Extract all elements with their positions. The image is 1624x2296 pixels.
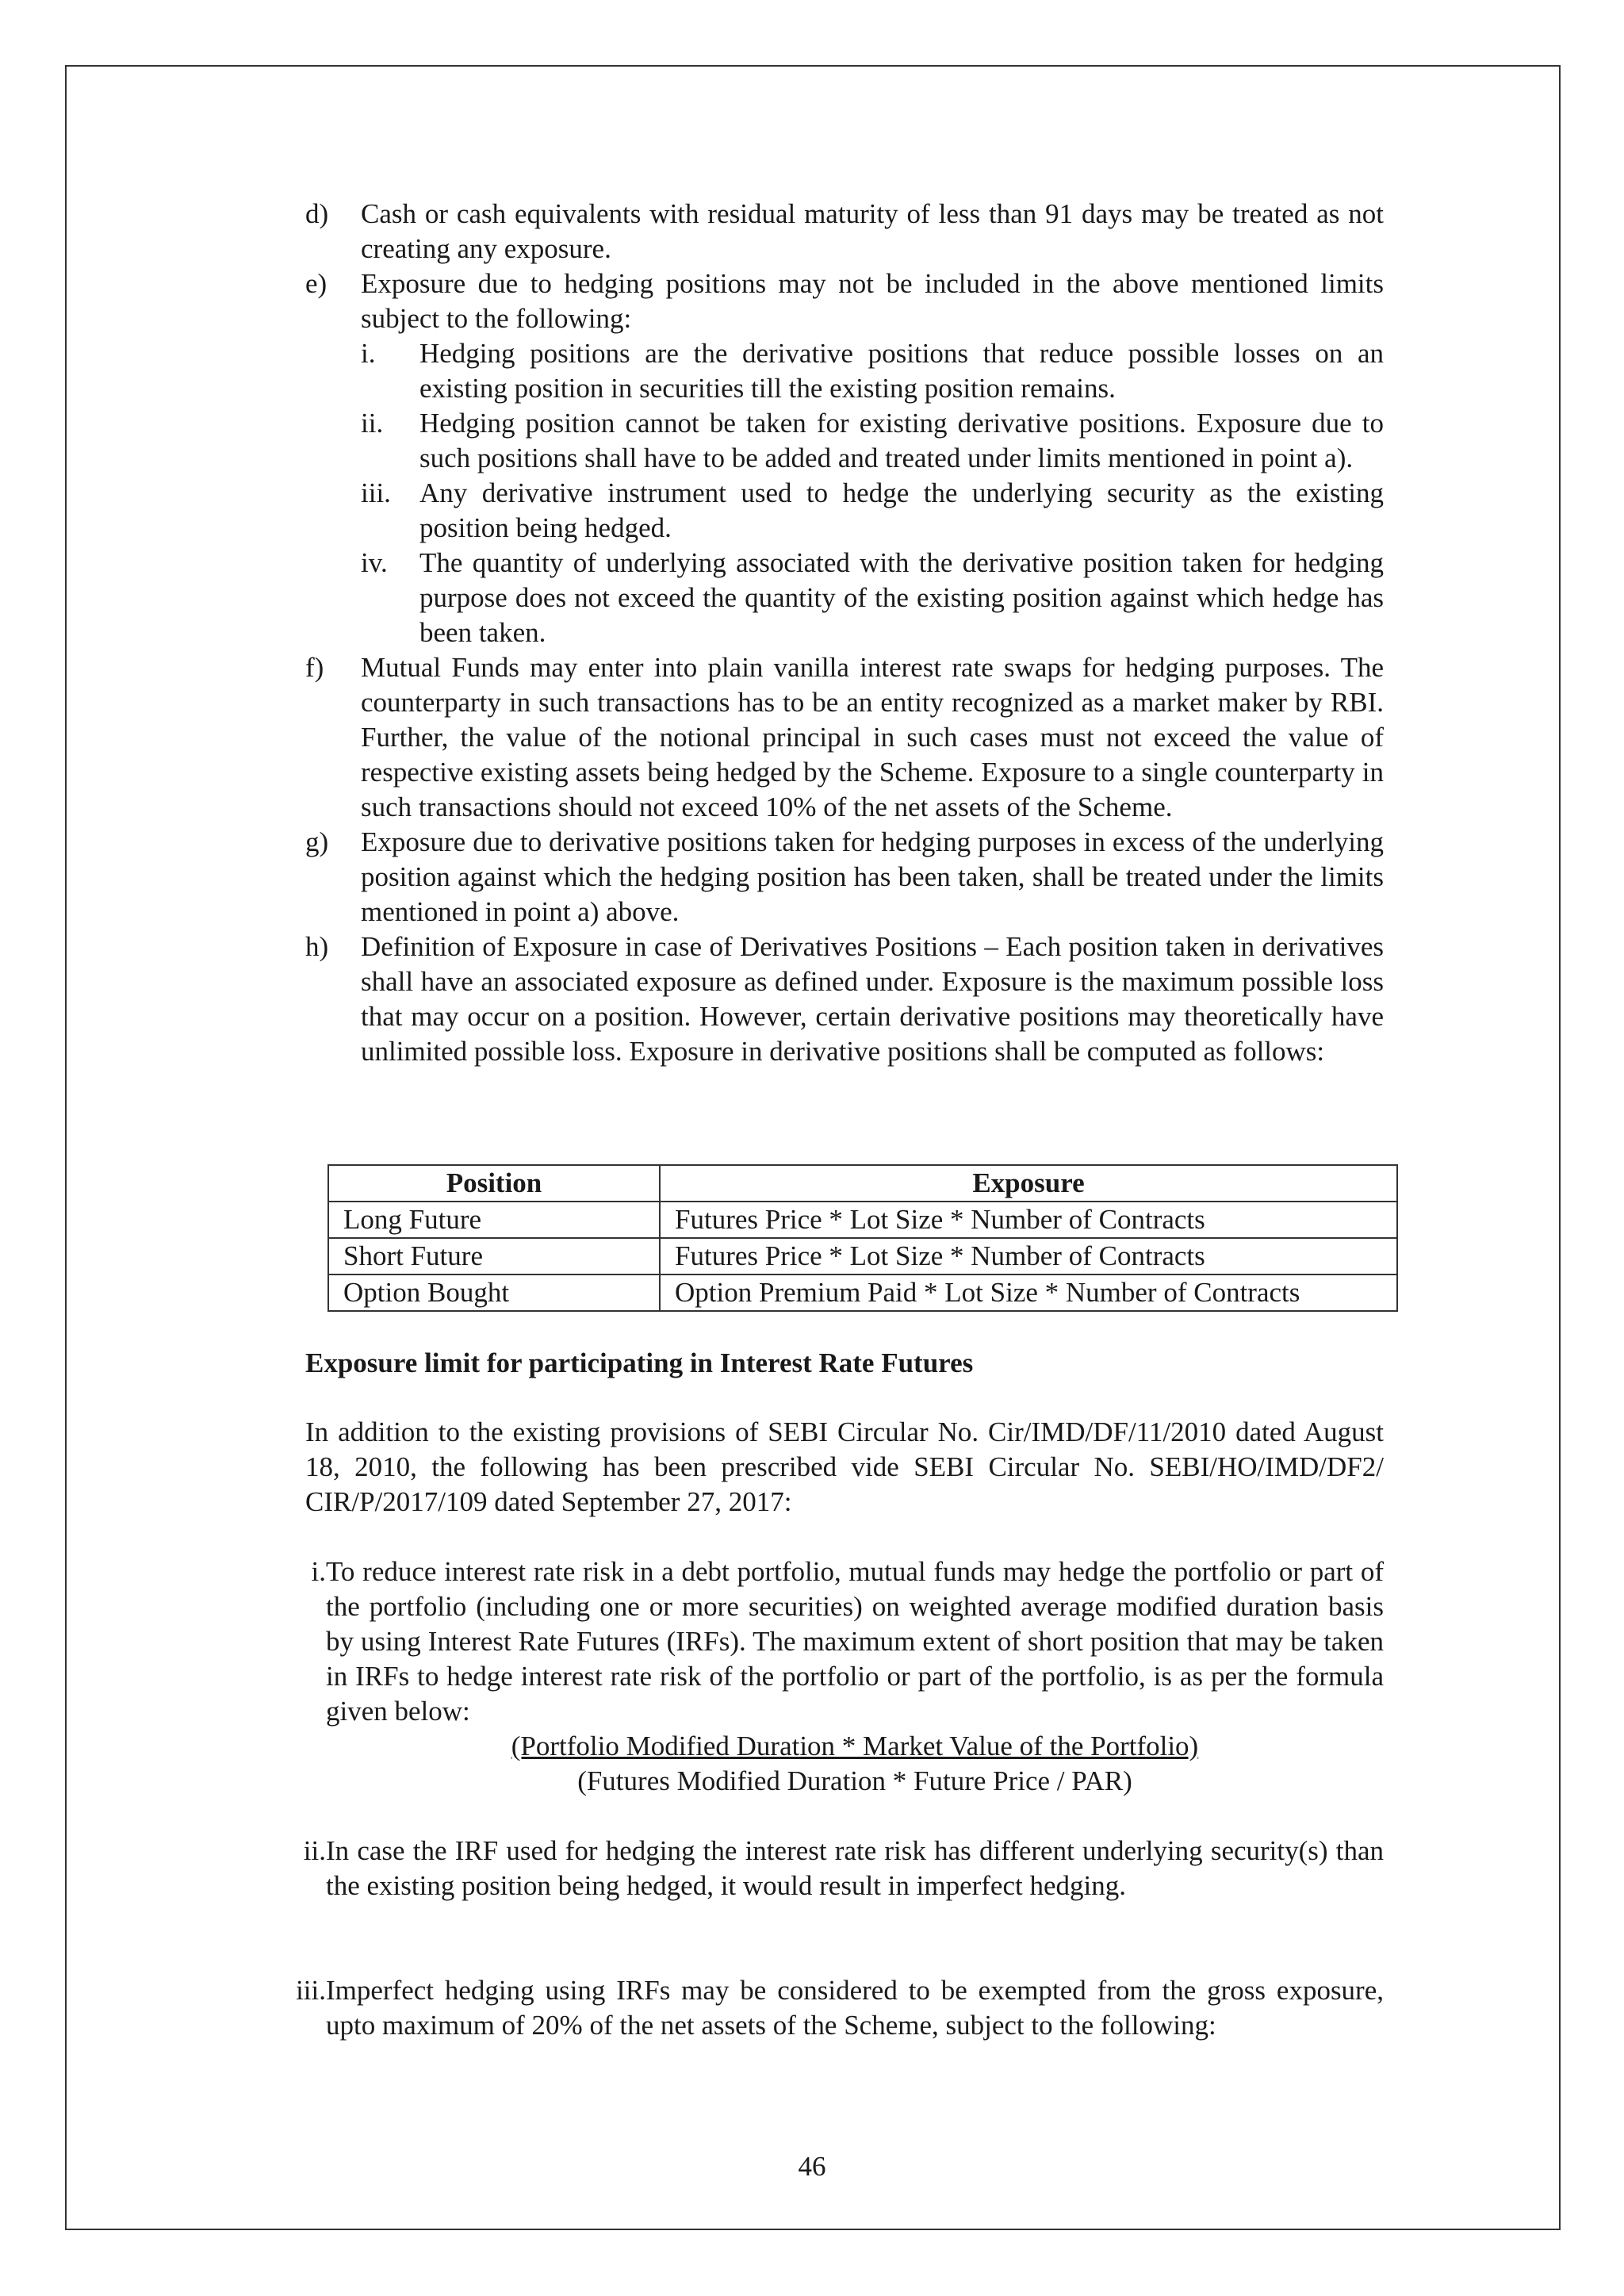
- irf-item-i: [305, 1554, 1384, 1799]
- section-intro: In addition to the existing provisions of SEBI Circular No. Cir/IMD/DF/11/2010 dated August 18, 2010, the following has been prescribed vide SEBI Circular No. SEBI/HO/IMD/DF2/ CIR/P/2017/109 dated September 27, 2017:: [305, 1416, 1384, 1517]
- table-cell: Futures Price * Lot Size * Number of Contracts: [660, 1202, 1397, 1238]
- list-marker: f): [305, 652, 324, 683]
- sublist-text: Hedging positions are the derivative positions that reduce possible losses on an existing position in securities till the existing position remains.: [419, 338, 1384, 404]
- table-header-exposure: Exposure: [660, 1165, 1397, 1202]
- table-cell: Futures Price * Lot Size * Number of Contracts: [660, 1238, 1397, 1274]
- sublist-marker: iv.: [361, 547, 388, 578]
- irf-text: To reduce interest rate risk in a debt portfolio, mutual funds may hedge the portfolio or part of the portfolio (including one or more securities) on weighted average modified duration basis by using Interest Rate Futures (IRFs). The maximum extent of short position that may be taken in IRFs to hedge interest rate risk of the portfolio or part of the portfolio, is as per the formula given below:: [326, 1556, 1384, 1727]
- list-marker: d): [305, 198, 329, 229]
- exposure-table: [327, 1164, 1398, 1312]
- formula-numerator: (Portfolio Modified Duration * Market Value of the Portfolio): [511, 1731, 1199, 1761]
- irf-marker: iii.: [296, 1975, 326, 2006]
- table-cell: Option Bought: [328, 1274, 660, 1311]
- sublist-text: Hedging position cannot be taken for existing derivative positions. Exposure due to such positions shall have to be added and treated under limits mentioned in point a).: [419, 408, 1384, 473]
- list-marker: e): [305, 268, 327, 299]
- table-cell: Long Future: [328, 1202, 660, 1238]
- table-row: [328, 1274, 1397, 1311]
- irf-marker: i.: [311, 1556, 326, 1587]
- table-header-position: Position: [328, 1165, 660, 1202]
- list-text: Cash or cash equivalents with residual maturity of less than 91 days may be treated as not creating any exposure.: [361, 198, 1384, 264]
- sublist-text: The quantity of underlying associated with the derivative position taken for hedging purpose does not exceed the quantity of the existing position against which hedge has been taken.: [419, 547, 1384, 648]
- sublist-marker: i.: [361, 338, 376, 369]
- sublist-item-i: [361, 336, 1384, 406]
- table-cell: Option Premium Paid * Lot Size * Number of Contracts: [660, 1274, 1397, 1311]
- irf-item-iii: [296, 1973, 1384, 2043]
- irf-text: Imperfect hedging using IRFs may be considered to be exempted from the gross exposure, upto maximum of 20% of the net assets of the Scheme, subject to the following:: [326, 1975, 1384, 2041]
- sublist-marker: iii.: [361, 477, 391, 508]
- formula-denominator: (Futures Modified Duration * Future Price / PAR): [577, 1765, 1132, 1796]
- irf-text: In case the IRF used for hedging the interest rate risk has different underlying security(s) than the existing position being hedged, it would result in imperfect hedging.: [326, 1835, 1384, 1901]
- irf-item-ii: [305, 1834, 1384, 1903]
- table-cell: Short Future: [328, 1238, 660, 1274]
- page-number: 46: [798, 2151, 826, 2182]
- table-row: [328, 1202, 1397, 1238]
- list-text: Definition of Exposure in case of Derivatives Positions – Each position taken in derivatives shall have an associated exposure as defined under. Exposure is the maximum possible loss that may occur on a position. However, certain derivative positions may theoretically have unlimited possible loss. Exposure in derivative positions shall be computed as follows:: [361, 931, 1384, 1067]
- list-item-g: [305, 825, 1384, 930]
- list-text: Exposure due to derivative positions taken for hedging purposes in excess of the underlying position against which the hedging position has been taken, shall be treated under the limits mentioned in point a) above.: [361, 826, 1384, 927]
- list-item-e: [305, 266, 1384, 336]
- sublist-item-iii: [361, 476, 1384, 546]
- table-row: [328, 1238, 1397, 1274]
- list-item-h: [305, 930, 1384, 1069]
- list-item-d: [305, 197, 1384, 266]
- irf-marker: ii.: [303, 1835, 326, 1866]
- list-text: Mutual Funds may enter into plain vanilla interest rate swaps for hedging purposes. The counterparty in such transactions has to be an entity recognized as a market maker by RBI. Further, the value of the notional principal in such cases must not exceed the value of respective existing assets being hedged by the Scheme. Exposure to a single counterparty in such transactions should not exceed 10% of the net assets of the Scheme.: [361, 652, 1384, 822]
- sublist-item-iv: [361, 546, 1384, 650]
- list-text: Exposure due to hedging positions may not be included in the above mentioned limits subject to the following:: [361, 268, 1384, 334]
- sublist-item-ii: [361, 406, 1384, 476]
- sublist-marker: ii.: [361, 408, 384, 439]
- derivative-limits-list: [305, 197, 1384, 1069]
- section-heading: Exposure limit for participating in Interest Rate Futures: [305, 1347, 974, 1378]
- table-header-row: [328, 1165, 1397, 1202]
- list-item-f: [305, 650, 1384, 825]
- list-marker: g): [305, 826, 329, 857]
- list-marker: h): [305, 931, 329, 962]
- sublist-text: Any derivative instrument used to hedge the underlying security as the existing position being hedged.: [419, 477, 1384, 543]
